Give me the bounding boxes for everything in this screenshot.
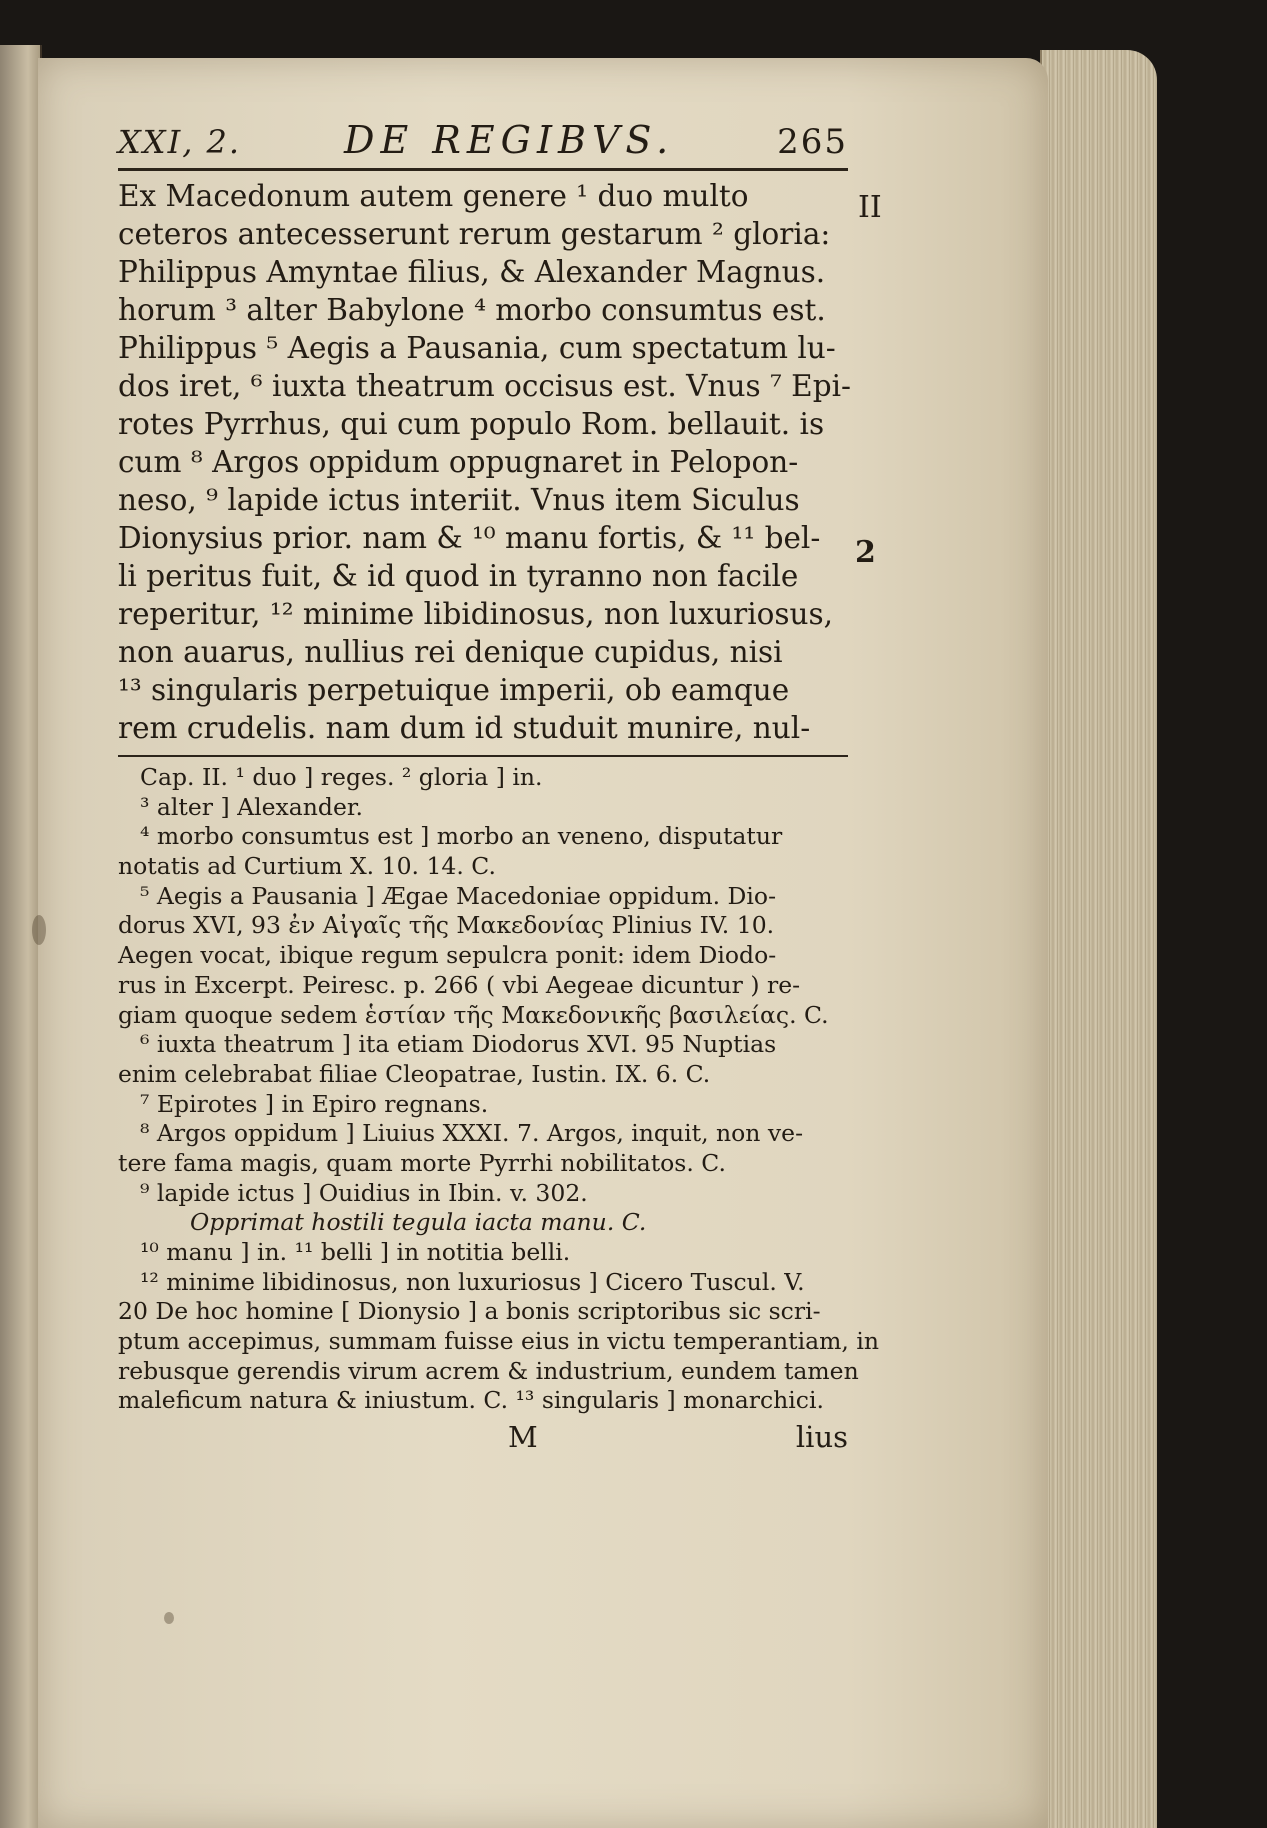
footnote-line: rebusque gerendis virum acrem & industrium, eundem tamen: [118, 1356, 859, 1385]
footnote-line: Aegen vocat, ibique regum sepulcra ponit: idem Diodo-: [118, 941, 777, 970]
text-line: non auarus, nullius rei denique cupidus, nisi: [118, 635, 783, 669]
footnote-line: enim celebrabat filiae Cleopatrae, Iustin. IX. 6. C.: [118, 1059, 711, 1088]
section-number: II: [858, 190, 882, 225]
footnote-line: ¹² minime libidinosus, non luxuriosus ] Cicero Tuscul. V.: [140, 1267, 805, 1296]
text-line: Philippus Amyntae filius, & Alexander Magnus.: [118, 255, 826, 289]
footnote-line: ⁴ morbo consumtus est ] morbo an veneno, disputatur: [140, 822, 783, 851]
footnote-line: ⁵ Aegis a Pausania ] Ægae Macedoniae oppidum. Dio-: [140, 881, 777, 910]
running-header: [118, 118, 848, 166]
main-text: [118, 177, 852, 747]
text-line: reperitur, ¹² minime libidinosus, non luxuriosus,: [118, 597, 834, 631]
footnote-line: tere fama magis, quam morte Pyrrhi nobilitatos. C.: [118, 1148, 726, 1177]
header-rule: [118, 168, 848, 171]
margin-number: 2: [855, 535, 876, 570]
running-title: DE REGIBVS.: [344, 118, 675, 162]
text-line: horum ³ alter Babylone ⁴ morbo consumtus est.: [118, 293, 826, 327]
text-line: ¹³ singularis perpetuique imperii, ob eamque: [118, 673, 790, 707]
chapter-reference: XXI, 2.: [118, 123, 242, 161]
footnote-line: ptum accepimus, summam fuisse eius in victu temperantiam, in: [118, 1327, 879, 1356]
text-line: Ex Macedonum autem genere ¹ duo multo: [118, 179, 749, 213]
text-line: rem crudelis. nam dum id studuit munire, nul-: [118, 711, 811, 745]
ink-stain: [164, 1612, 174, 1624]
footnote-line: ¹⁰ manu ] in. ¹¹ belli ] in notitia belli.: [140, 1238, 571, 1266]
text-line: cum ⁸ Argos oppidum oppugnaret in Pelopon-: [118, 445, 799, 479]
catchword: lius: [795, 1420, 848, 1455]
footnote-line: maleficum natura & iniustum. C. ¹³ singularis ] monarchici.: [118, 1386, 824, 1415]
footnotes: [118, 763, 879, 1416]
signature-mark: M: [508, 1420, 538, 1455]
footnote-line: rus in Excerpt. Peiresc. p. 266 ( vbi Aegeae dicuntur ) re-: [118, 970, 801, 999]
ink-stain: [32, 915, 46, 945]
text-line: rotes Pyrrhus, qui cum populo Rom. bellauit. is: [118, 407, 825, 441]
footnote-line: Cap. II. ¹ duo ] reges. ² gloria ] in.: [140, 763, 543, 791]
text-line: neso, ⁹ lapide ictus interiit. Vnus item Siculus: [118, 483, 800, 517]
text-line: Dionysius prior. nam & ¹⁰ manu fortis, & ¹¹ bel-: [118, 521, 821, 555]
footnote-line: Opprimat hostili tegula iacta manu. C.: [190, 1208, 647, 1237]
page-footer: [118, 1420, 848, 1454]
text-line: li peritus fuit, & id quod in tyranno non facile: [118, 559, 799, 593]
page-edges: [1040, 50, 1157, 1828]
footnote-rule: [118, 755, 848, 757]
footnote-line: ⁸ Argos oppidum ] Liuius XXXI. 7. Argos, inquit, non ve-: [140, 1119, 804, 1148]
footnote-line: ⁷ Epirotes ] in Epiro regnans.: [140, 1089, 489, 1118]
text-line: Philippus ⁵ Aegis a Pausania, cum spectatum lu-: [118, 331, 836, 365]
footnote-line: ⁶ iuxta theatrum ] ita etiam Diodorus XVI. 95 Nuptias: [140, 1030, 777, 1059]
footnote-line: notatis ad Curtium X. 10. 14. C.: [118, 852, 496, 881]
footnote-line: giam quoque sedem ἑστίαν τῆς Μακεδονικῆς βασιλείας. C.: [118, 1000, 829, 1029]
footnote-line: ⁹ lapide ictus ] Ouidius in Ibin. v. 302.: [140, 1178, 588, 1207]
page-number: 265: [777, 122, 848, 162]
footnote-line: 20 De hoc homine [ Dionysio ] a bonis scriptoribus sic scri-: [118, 1297, 821, 1326]
text-line: ceteros antecesserunt rerum gestarum ² gloria:: [118, 217, 831, 251]
text-line: dos iret, ⁶ iuxta theatrum occisus est. Vnus ⁷ Epi-: [118, 369, 852, 403]
page-text: [118, 118, 879, 1455]
footnote-line: ³ alter ] Alexander.: [140, 792, 363, 821]
footnote-line: dorus XVI, 93 ἐν Αἰγαῖς τῆς Μακεδονίας Plinius IV. 10.: [118, 911, 775, 940]
